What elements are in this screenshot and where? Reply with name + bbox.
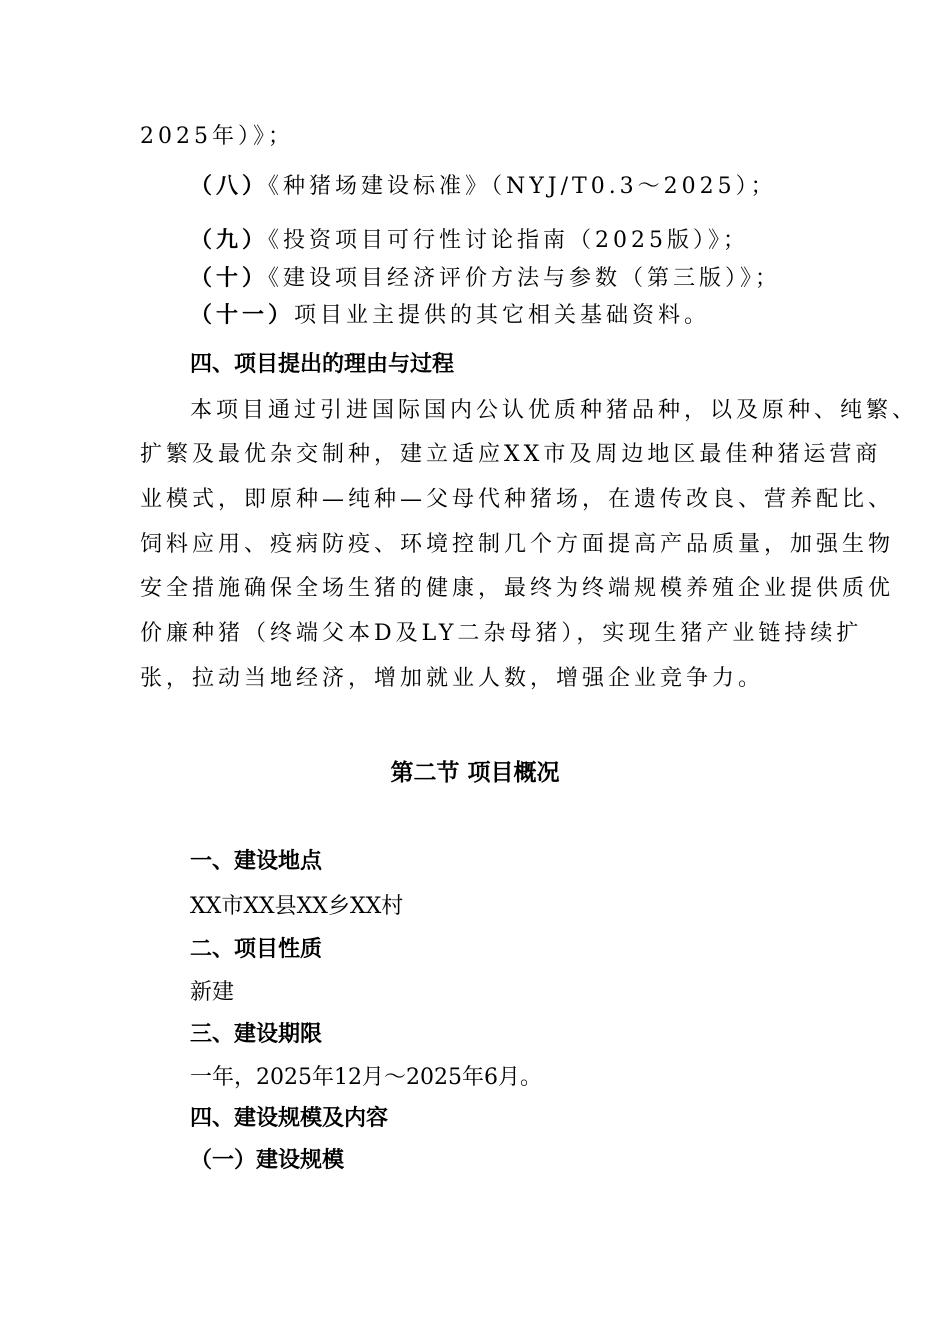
section-heading: 四、项目提出的理由与过程 [190,352,455,377]
subsection-heading: 四、建设规模及内容 [190,1106,389,1131]
reference-continuation: 2025年）》； [140,124,294,149]
subsection-heading: 二、项目性质 [190,937,323,962]
subsection-heading: 一、建设地点 [190,849,323,874]
paragraph-line: 本项目通过引进国际国内公认优质种猪品种，以及原种、纯繁、 [190,398,919,423]
reference-item-prefix: （九） [190,228,269,253]
paragraph-line: 安全措施确保全场生猪的健康，最终为终端规模养殖企业提供质优 [140,576,895,601]
reference-item-text: 《建设项目经济评价方法与参数（第三版）》； [268,266,782,291]
location-text: XX市XX县XX乡XX村 [190,894,404,919]
section-title: 第二节 项目概况 [390,760,560,786]
sub-subsection-heading: （一）建设规模 [190,1148,345,1173]
paragraph-line: 扩繁及最优杂交制种，建立适应XX市及周边地区最佳种猪运营商 [140,442,882,467]
paragraph-line: 业模式，即原种—纯种—父母代种猪场，在遗传改良、营养配比、 [140,487,895,512]
paragraph-line: 张，拉动当地经济，增加就业人数，增强企业竞争力。 [140,666,765,691]
reference-item-prefix: （十） [190,266,269,291]
paragraph-line: 饲料应用、疫病防疫、环境控制几个方面提高产品质量，加强生物 [140,532,895,557]
reference-item-text: 《种猪场建设标准》（NYJ/T0.3～2025）； [268,174,777,199]
period-text: 一年，2025年12月～2025年6月。 [190,1065,542,1090]
reference-item [190,172,777,202]
reference-item [190,226,749,256]
paragraph-line: 价廉种猪（终端父本D及LY二杂母猪），实现生猪产业链持续扩 [140,621,863,646]
reference-item-prefix: （十一） [190,303,295,328]
subsection-heading: 三、建设期限 [190,1022,323,1047]
reference-item [190,264,781,294]
nature-text: 新建 [190,980,235,1005]
reference-item-text: 项目业主提供的其它相关基础资料。 [294,303,711,328]
reference-item [190,301,710,331]
reference-item-text: 《投资项目可行性讨论指南（2025版）》； [268,228,750,253]
reference-item-prefix: （八） [190,174,269,199]
